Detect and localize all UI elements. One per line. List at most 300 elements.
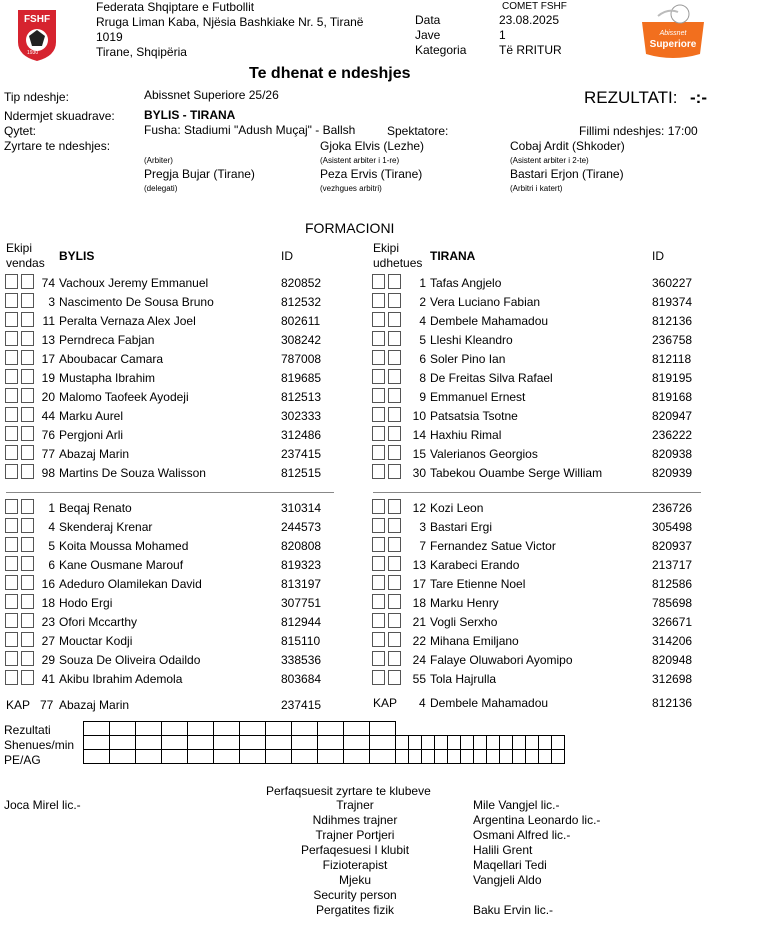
player-name: Tola Hajrulla	[430, 672, 497, 686]
away-label-line1: Ekipi	[373, 241, 400, 255]
player-number: 17	[41, 352, 55, 366]
player-id: 812532	[281, 295, 322, 309]
score-cell[interactable]	[435, 750, 448, 764]
player-number: 16	[41, 577, 55, 591]
kickoff-time: Fillimi ndeshjes: 17:00	[579, 124, 698, 138]
player-checkbox[interactable]	[5, 369, 18, 384]
player-checkbox[interactable]	[21, 575, 34, 590]
player-checkbox[interactable]	[5, 632, 18, 647]
player-checkbox[interactable]	[372, 445, 385, 460]
player-checkbox[interactable]	[5, 464, 18, 479]
player-id: 812515	[281, 466, 322, 480]
player-name: Karabeci Erando	[430, 558, 520, 572]
player-id: 326671	[652, 615, 693, 629]
score-cell[interactable]	[422, 736, 435, 750]
player-id: 815110	[281, 634, 321, 648]
player-checkbox[interactable]	[388, 556, 401, 571]
player-name: Martins De Souza Walisson	[59, 466, 206, 480]
player-number: 1	[419, 276, 426, 290]
score-cell[interactable]	[318, 722, 344, 736]
home-separator	[6, 492, 334, 493]
player-checkbox[interactable]	[21, 293, 34, 308]
player-checkbox[interactable]	[5, 651, 18, 666]
score-grid	[83, 721, 565, 764]
score-cell[interactable]	[552, 736, 565, 750]
player-checkbox[interactable]	[21, 499, 34, 514]
player-id: 820937	[652, 539, 693, 553]
player-name: Mustapha Ibrahim	[59, 371, 156, 385]
player-id: 819195	[652, 371, 693, 385]
rep-role: Security person	[313, 888, 397, 902]
player-checkbox[interactable]	[372, 388, 385, 403]
player-checkbox[interactable]	[21, 331, 34, 346]
player-checkbox[interactable]	[5, 426, 18, 441]
player-checkbox[interactable]	[372, 293, 385, 308]
score-cell[interactable]	[526, 750, 539, 764]
player-number: 76	[41, 428, 55, 442]
player-number: 13	[412, 558, 426, 572]
player-checkbox[interactable]	[372, 274, 385, 289]
score-grid-row	[84, 722, 565, 736]
player-name: Mouctar Kodji	[59, 634, 133, 648]
away-id-header: ID	[652, 249, 664, 263]
player-checkbox[interactable]	[372, 575, 385, 590]
score-cell[interactable]	[370, 736, 396, 750]
player-name: Falaye Oluwabori Ayomipo	[430, 653, 573, 667]
category-value: Të RRITUR	[499, 43, 562, 57]
player-id: 244573	[281, 520, 322, 534]
player-number: 13	[41, 333, 55, 347]
address-line1: Rruga Liman Kaba, Njësia Bashkiake Nr. 5, Tiranë	[96, 15, 364, 29]
system-label: COMET FSHF	[502, 1, 567, 12]
player-number: 7	[419, 539, 426, 553]
player-id: 819374	[652, 295, 693, 309]
player-number: 6	[48, 558, 55, 572]
date-value: 23.08.2025	[499, 13, 560, 27]
player-checkbox[interactable]	[21, 556, 34, 571]
score-cell[interactable]	[344, 736, 370, 750]
rep-home-name: Joca Mirel lic.-	[4, 798, 81, 812]
score-cell[interactable]	[188, 722, 214, 736]
player-number: 41	[41, 672, 55, 686]
player-checkbox[interactable]	[388, 518, 401, 533]
player-number: 8	[419, 371, 426, 385]
away-team-name: TIRANA	[430, 249, 476, 263]
player-checkbox[interactable]	[388, 369, 401, 384]
player-id: 812513	[281, 390, 322, 404]
rep-role: Pergatites fizik	[315, 903, 395, 917]
date-label: Data	[415, 13, 441, 27]
player-name: Ofori Mccarthy	[59, 615, 138, 629]
player-name: Mihana Emiljano	[430, 634, 519, 648]
player-id: 310314	[281, 501, 322, 515]
player-checkbox[interactable]	[388, 499, 401, 514]
player-id: 785698	[652, 596, 693, 610]
player-checkbox[interactable]	[21, 670, 34, 685]
federation-name: Federata Shqiptare e Futbollit	[96, 0, 255, 14]
score-cell[interactable]	[409, 750, 422, 764]
player-id: 308242	[281, 333, 322, 347]
score-cell[interactable]	[513, 750, 526, 764]
result-label: REZULTATI:	[584, 88, 678, 107]
player-checkbox[interactable]	[21, 350, 34, 365]
teams-label: Ndermjet skuadrave:	[4, 109, 115, 123]
player-id: 236758	[652, 333, 693, 347]
player-name: Malomo Taofeek Ayodeji	[59, 390, 189, 404]
officials-label: Zyrtare te ndeshjes:	[4, 139, 111, 153]
player-id: 812136	[652, 314, 693, 328]
player-checkbox[interactable]	[5, 331, 18, 346]
match-type-label: Tip ndeshje:	[4, 90, 69, 104]
player-checkbox[interactable]	[388, 594, 401, 609]
score-cell[interactable]	[318, 750, 344, 764]
player-name: Nascimento De Sousa Bruno	[59, 295, 214, 309]
player-checkbox[interactable]	[5, 350, 18, 365]
score-row-label: PE/AG	[4, 753, 41, 767]
player-checkbox[interactable]	[372, 312, 385, 327]
player-checkbox[interactable]	[388, 651, 401, 666]
official-role: (Arbiter)	[144, 156, 173, 165]
score-cell[interactable]	[370, 750, 396, 764]
player-number: 5	[48, 539, 55, 553]
score-cell[interactable]	[513, 736, 526, 750]
official-role: (Arbitri i katert)	[510, 184, 563, 193]
player-checkbox[interactable]	[5, 594, 18, 609]
player-checkbox[interactable]	[372, 670, 385, 685]
city-label: Qytet:	[4, 124, 37, 138]
representatives-title: Perfaqsuesit zyrtare te klubeve	[266, 784, 431, 798]
player-checkbox[interactable]	[5, 499, 18, 514]
score-cell[interactable]	[110, 722, 136, 736]
away-captain-number: 4	[419, 696, 426, 710]
player-id: 302333	[281, 409, 322, 423]
player-name: Beqaj Renato	[59, 501, 132, 515]
rep-role: Fizioterapist	[322, 858, 388, 872]
player-checkbox[interactable]	[372, 464, 385, 479]
player-number: 18	[41, 596, 55, 610]
score-cell[interactable]	[370, 722, 396, 736]
score-grid-row	[84, 750, 565, 764]
player-number: 18	[412, 596, 426, 610]
player-checkbox[interactable]	[372, 331, 385, 346]
official-name: Peza Ervis (Tirane)	[320, 167, 423, 181]
player-id: 820938	[652, 447, 693, 461]
player-name: Vachoux Jeremy Emmanuel	[59, 276, 209, 290]
player-checkbox[interactable]	[388, 575, 401, 590]
score-cell[interactable]	[526, 736, 539, 750]
rep-away-name: Halili Grent	[473, 843, 533, 857]
player-name: Marku Aurel	[59, 409, 124, 423]
player-checkbox[interactable]	[388, 613, 401, 628]
teams-value: BYLIS - TIRANA	[144, 108, 236, 122]
player-number: 2	[419, 295, 426, 309]
player-number: 4	[419, 314, 426, 328]
player-checkbox[interactable]	[21, 388, 34, 403]
player-checkbox[interactable]	[5, 537, 18, 552]
player-checkbox[interactable]	[372, 426, 385, 441]
player-id: 819685	[281, 371, 322, 385]
rep-role: Trajner	[336, 798, 374, 812]
player-checkbox[interactable]	[21, 518, 34, 533]
player-checkbox[interactable]	[5, 670, 18, 685]
score-cell[interactable]	[318, 736, 344, 750]
score-cell[interactable]	[344, 722, 370, 736]
player-number: 5	[419, 333, 426, 347]
official-name: Gjoka Elvis (Lezhe)	[320, 139, 425, 153]
player-checkbox[interactable]	[388, 537, 401, 552]
rep-away-name: Vangjeli Aldo	[473, 873, 542, 887]
player-id: 803684	[281, 672, 322, 686]
player-name: Tabekou Ouambe Serge William	[430, 466, 603, 480]
score-cell[interactable]	[552, 750, 565, 764]
player-id: 314206	[652, 634, 693, 648]
player-number: 20	[41, 390, 55, 404]
player-checkbox[interactable]	[372, 499, 385, 514]
player-name: Akibu Ibrahim Ademola	[59, 672, 183, 686]
player-checkbox[interactable]	[21, 369, 34, 384]
rep-away-name: Osmani Alfred lic.-	[473, 828, 571, 842]
rep-role: Ndihmes trajner	[312, 813, 398, 827]
player-name: De Freitas Silva Rafael	[430, 371, 553, 385]
player-name: Hodo Ergi	[59, 596, 113, 610]
score-cell[interactable]	[539, 750, 552, 764]
player-checkbox[interactable]	[388, 293, 401, 308]
player-checkbox[interactable]	[5, 518, 18, 533]
player-checkbox[interactable]	[5, 575, 18, 590]
player-checkbox[interactable]	[5, 556, 18, 571]
venue: Fusha: Stadiumi "Adush Muçaj" - Ballsh	[144, 123, 356, 137]
player-number: 4	[48, 520, 55, 534]
score-cell[interactable]	[422, 750, 435, 764]
home-label-line1: Ekipi	[6, 241, 33, 255]
player-number: 77	[41, 447, 55, 461]
score-cell[interactable]	[240, 750, 266, 764]
rep-role: Mjeku	[338, 873, 371, 887]
player-checkbox[interactable]	[372, 632, 385, 647]
player-checkbox[interactable]	[21, 651, 34, 666]
player-checkbox[interactable]	[372, 407, 385, 422]
score-cell[interactable]	[84, 736, 110, 750]
player-checkbox[interactable]	[388, 464, 401, 479]
player-id: 213717	[652, 558, 693, 572]
score-cell[interactable]	[292, 750, 318, 764]
player-number: 14	[412, 428, 426, 442]
player-checkbox[interactable]	[388, 331, 401, 346]
player-name: Tafas Angjelo	[430, 276, 502, 290]
player-name: Haxhiu Rimal	[430, 428, 502, 442]
player-id: 820948	[652, 653, 693, 667]
player-checkbox[interactable]	[21, 537, 34, 552]
player-checkbox[interactable]	[372, 518, 385, 533]
score-cell[interactable]	[266, 750, 292, 764]
player-id: 360227	[652, 276, 693, 290]
score-cell[interactable]	[292, 736, 318, 750]
player-id: 305498	[652, 520, 693, 534]
player-number: 11	[42, 314, 55, 328]
week-label: Jave	[415, 28, 441, 42]
player-checkbox[interactable]	[5, 613, 18, 628]
score-cell[interactable]	[396, 750, 409, 764]
score-cell[interactable]	[435, 736, 448, 750]
player-number: 12	[412, 501, 426, 515]
player-name: Valerianos Georgios	[430, 447, 538, 461]
player-checkbox[interactable]	[388, 350, 401, 365]
player-checkbox[interactable]	[21, 594, 34, 609]
score-cell[interactable]	[188, 750, 214, 764]
svg-text:FSHF: FSHF	[23, 14, 51, 25]
player-number: 98	[41, 466, 55, 480]
score-cell[interactable]	[84, 750, 110, 764]
player-checkbox[interactable]	[21, 464, 34, 479]
score-cell[interactable]	[474, 736, 487, 750]
score-cell[interactable]	[240, 722, 266, 736]
score-cell[interactable]	[188, 736, 214, 750]
score-cell[interactable]	[214, 722, 240, 736]
player-name: Vera Luciano Fabian	[430, 295, 541, 309]
player-id: 812586	[652, 577, 693, 591]
player-name: Peralta Vernaza Alex Joel	[59, 314, 196, 328]
score-cell[interactable]	[162, 722, 188, 736]
player-checkbox[interactable]	[388, 426, 401, 441]
player-checkbox[interactable]	[372, 594, 385, 609]
score-cell[interactable]	[500, 750, 513, 764]
home-label-line2: vendas	[6, 256, 45, 270]
player-checkbox[interactable]	[372, 369, 385, 384]
score-cell[interactable]	[461, 736, 474, 750]
player-id: 307751	[281, 596, 322, 610]
home-team-name: BYLIS	[59, 249, 95, 263]
player-id: 812944	[281, 615, 322, 629]
player-checkbox[interactable]	[372, 613, 385, 628]
player-number: 15	[412, 447, 426, 461]
score-cell[interactable]	[500, 736, 513, 750]
score-cell[interactable]	[539, 736, 552, 750]
player-checkbox[interactable]	[5, 274, 18, 289]
player-checkbox[interactable]	[388, 670, 401, 685]
player-checkbox[interactable]	[5, 293, 18, 308]
rep-away-name: Baku Ervin lic.-	[473, 903, 554, 917]
score-cell[interactable]	[266, 736, 292, 750]
score-cell[interactable]	[487, 736, 500, 750]
score-cell[interactable]	[214, 736, 240, 750]
player-checkbox[interactable]	[21, 274, 34, 289]
player-number: 29	[41, 653, 55, 667]
player-name: Patsatsia Tsotne	[430, 409, 518, 423]
player-checkbox[interactable]	[5, 312, 18, 327]
score-cell[interactable]	[84, 722, 110, 736]
player-checkbox[interactable]	[388, 407, 401, 422]
rep-away-name: Mile Vangjel lic.-	[473, 798, 560, 812]
player-name: Kozi Leon	[430, 501, 484, 515]
player-number: 3	[419, 520, 426, 534]
player-checkbox[interactable]	[21, 426, 34, 441]
score-cell[interactable]	[409, 736, 422, 750]
player-checkbox[interactable]	[372, 350, 385, 365]
player-checkbox[interactable]	[5, 388, 18, 403]
official-name: Bastari Erjon (Tirane)	[510, 167, 624, 181]
player-number: 27	[41, 634, 55, 648]
player-id: 338536	[281, 653, 322, 667]
player-checkbox[interactable]	[372, 651, 385, 666]
score-cell[interactable]	[214, 750, 240, 764]
player-checkbox[interactable]	[388, 388, 401, 403]
player-number: 3	[48, 295, 55, 309]
player-name: Koita Moussa Mohamed	[59, 539, 189, 553]
abissnet-superiore-logo	[638, 2, 708, 60]
home-captain-id: 237415	[281, 698, 322, 712]
player-number: 44	[41, 409, 55, 423]
player-checkbox[interactable]	[5, 445, 18, 460]
player-checkbox[interactable]	[21, 312, 34, 327]
score-row-label: Rezultati	[4, 723, 51, 737]
player-id: 820808	[281, 539, 322, 553]
home-captain-label: KAP	[6, 698, 31, 712]
player-number: 22	[412, 634, 426, 648]
score-cell[interactable]	[448, 736, 461, 750]
score-cell[interactable]	[136, 750, 162, 764]
player-id: 813197	[281, 577, 322, 591]
rep-away-name: Argentina Leonardo lic.-	[473, 813, 601, 827]
score-cell[interactable]	[448, 750, 461, 764]
player-number: 6	[419, 352, 426, 366]
score-cell[interactable]	[344, 750, 370, 764]
score-cell[interactable]	[396, 736, 409, 750]
player-name: Aboubacar Camara	[59, 352, 164, 366]
player-checkbox[interactable]	[372, 556, 385, 571]
player-checkbox[interactable]	[21, 445, 34, 460]
player-checkbox[interactable]	[388, 274, 401, 289]
page-title: Te dhenat e ndeshjes	[249, 65, 411, 82]
score-cell[interactable]	[461, 750, 474, 764]
player-name: Vogli Serxho	[430, 615, 498, 629]
score-cell[interactable]	[162, 750, 188, 764]
away-captain-name: Dembele Mahamadou	[430, 696, 549, 710]
score-cell[interactable]	[266, 722, 292, 736]
score-cell[interactable]	[136, 722, 162, 736]
player-checkbox[interactable]	[21, 613, 34, 628]
away-separator	[373, 492, 701, 493]
player-id: 820852	[281, 276, 322, 290]
player-checkbox[interactable]	[388, 445, 401, 460]
score-cell[interactable]	[162, 736, 188, 750]
score-cell[interactable]	[487, 750, 500, 764]
score-cell[interactable]	[136, 736, 162, 750]
away-label-line2: udhetues	[373, 256, 423, 270]
player-number: 74	[41, 276, 55, 290]
player-checkbox[interactable]	[21, 632, 34, 647]
player-checkbox[interactable]	[388, 312, 401, 327]
score-cell[interactable]	[474, 750, 487, 764]
score-cell[interactable]	[240, 736, 266, 750]
player-name: Lleshi Kleandro	[430, 333, 513, 347]
player-checkbox[interactable]	[21, 407, 34, 422]
player-id: 819323	[281, 558, 322, 572]
player-id: 819168	[652, 390, 693, 404]
category-label: Kategoria	[415, 43, 467, 57]
player-checkbox[interactable]	[5, 407, 18, 422]
score-cell[interactable]	[110, 750, 136, 764]
player-checkbox[interactable]	[372, 537, 385, 552]
player-name: Soler Pino Ian	[430, 352, 506, 366]
player-number: 21	[412, 615, 426, 629]
score-cell[interactable]	[292, 722, 318, 736]
player-checkbox[interactable]	[388, 632, 401, 647]
official-role: (delegati)	[144, 184, 178, 193]
player-name: Perndreca Fabjan	[59, 333, 155, 347]
player-id: 312486	[281, 428, 322, 442]
score-cell[interactable]	[110, 736, 136, 750]
svg-text:1930: 1930	[27, 50, 39, 56]
